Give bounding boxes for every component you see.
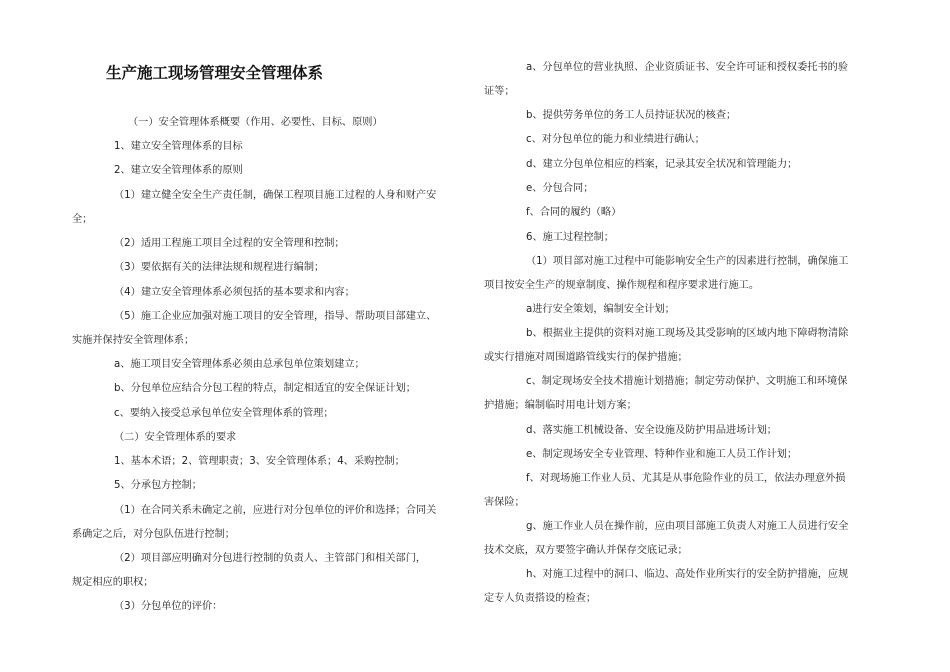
text-line: 2、建立安全管理体系的原则 bbox=[114, 165, 243, 176]
text-line: a进行安全策划，编制安全计划； bbox=[526, 304, 675, 315]
text-line: b、提供劳务单位的务工人员持证状况的核查； bbox=[526, 110, 737, 121]
text-line: （4）建立安全管理体系必须包括的基本要求和内容； bbox=[114, 287, 355, 298]
page-title: 生产施工现场管理安全管理体系 bbox=[106, 64, 324, 82]
text-line: e、分包合同； bbox=[526, 183, 594, 194]
text-line: 6、施工过程控制； bbox=[526, 232, 614, 243]
text-line: h、对施工过程中的洞口、临边、高处作业所实行的安全防护措施，应规 bbox=[526, 569, 849, 580]
text-line: 全； bbox=[72, 214, 93, 225]
text-line: f、对现场施工作业人员、尤其是从事危险作业的员工，依法办理意外损 bbox=[526, 473, 846, 484]
text-line: 5、分承包方控制； bbox=[114, 480, 202, 491]
text-line: （1）建立健全安全生产责任制，确保工程项目施工过程的人身和财产安 bbox=[114, 190, 437, 201]
text-line: （5）施工企业应加强对施工项目的安全管理，指导、帮助项目部建立、 bbox=[114, 311, 437, 322]
text-line: （一）安全管理体系概要（作用、必要性、目标、原则） bbox=[128, 117, 383, 128]
text-line: （2）项目部应明确对分包进行控制的负责人、主管部门和相关部门， bbox=[114, 553, 427, 564]
text-line: 实施并保持安全管理体系； bbox=[72, 335, 195, 346]
text-line: e、制定现场安全专业管理、特种作业和施工人员工作计划； bbox=[526, 449, 798, 460]
text-line: 系确定之后，对分包队伍进行控制； bbox=[72, 529, 235, 540]
text-line: b、分包单位应结合分包工程的特点，制定相适宜的安全保证计划； bbox=[114, 383, 416, 394]
text-line: （二）安全管理体系的要求 bbox=[114, 432, 237, 443]
text-line: （1）在合同关系未确定之前，应进行对分包单位的评价和选择；合同关 bbox=[114, 505, 437, 516]
text-line: 护措施；编制临时用电计划方案； bbox=[484, 400, 637, 411]
text-line: 技术交底，双方要签字确认并保存交底记录； bbox=[484, 545, 688, 556]
text-line: 规定相应的职权； bbox=[72, 577, 154, 588]
text-line: a、施工项目安全管理体系必须由总承包单位策划建立； bbox=[114, 359, 365, 370]
text-line: 1、基本术语；2、管理职责；3、安全管理体系；4、采购控制； bbox=[114, 456, 405, 467]
text-line: 害保险； bbox=[484, 497, 525, 508]
text-line: 或实行措施对周围道路管线实行的保护措施； bbox=[484, 352, 688, 363]
text-line: 1、建立安全管理体系的目标 bbox=[114, 141, 243, 152]
text-line: （1）项目部对施工过程中可能影响安全生产的因素进行控制，确保施工 bbox=[526, 256, 849, 267]
text-line: c、要纳入接受总承包单位安全管理体系的管理； bbox=[114, 408, 334, 419]
text-line: 证等； bbox=[484, 86, 515, 97]
text-line: （3）分包单位的评价： bbox=[114, 601, 223, 612]
text-line: （3）要依据有关的法律法规和规程进行编制； bbox=[114, 262, 325, 273]
text-line: b、根据业主提供的资料对施工现场及其受影响的区域内地下障碍物清除 bbox=[526, 328, 849, 339]
text-line: 定专人负责搭设的检查； bbox=[484, 593, 597, 604]
text-line: d、落实施工机械设备、安全设施及防护用品进场计划； bbox=[526, 425, 777, 436]
text-line: （2）适用工程施工项目全过程的安全管理和控制； bbox=[114, 238, 345, 249]
text-line: g、施工作业人员在操作前，应由项目部施工负责人对施工人员进行安全 bbox=[526, 521, 849, 532]
text-line: c、对分包单位的能力和业绩进行确认； bbox=[526, 134, 705, 145]
text-line: a、分包单位的营业执照、企业资质证书、安全许可证和授权委托书的验 bbox=[526, 62, 849, 73]
text-line: f、合同的履约（略） bbox=[526, 207, 622, 218]
text-line: c、制定现场安全技术措施计划措施；制定劳动保护、文明施工和环境保 bbox=[526, 376, 848, 387]
text-line: 项目按安全生产的规章制度、操作规程和程序要求进行施工。 bbox=[484, 280, 760, 291]
text-line: d、建立分包单位相应的档案，记录其安全状况和管理能力； bbox=[526, 159, 798, 170]
